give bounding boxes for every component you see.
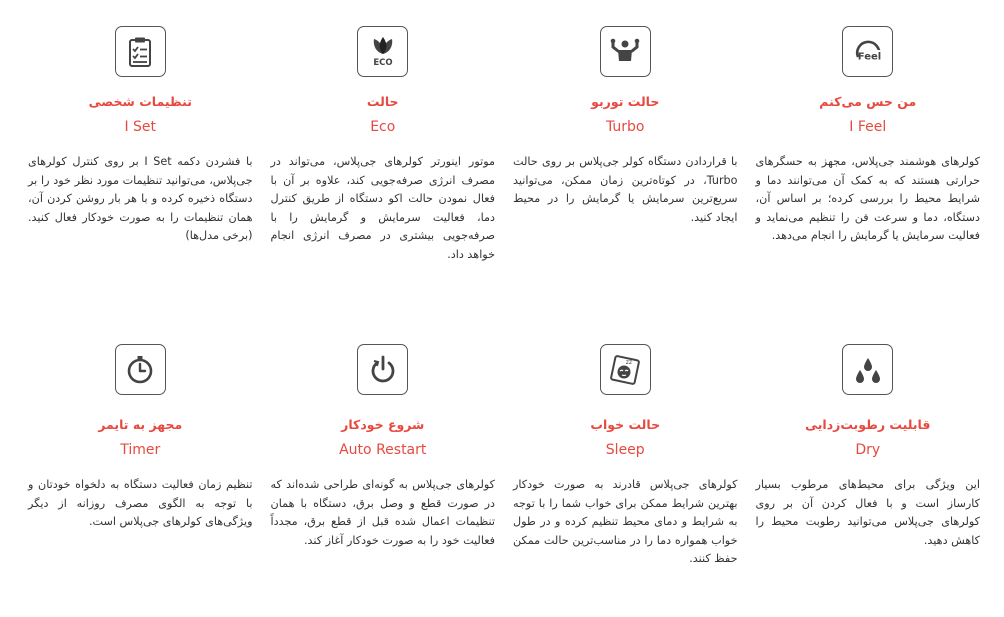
feature-description: با فشردن دکمه I Set بر روی کنترل کولرهای جی‌پلاس، می‌توانید تنظیمات مورد نظر خود را بر دستگاه ذخیره کرده و با هر بار روشن کردن آن، همان تنظیمات را به صورت خودکار فعال کنید. (برخی مدل‌ها) — [28, 155, 253, 242]
feature-title-en: Turbo — [605, 119, 645, 135]
feature-description: کولرهای جی‌پلاس قادرند به صورت خودکار بهترین شرایط ممکن برای خواب شما را با توجه به شرایط و دمای محیط تنظیم کرده و در طول خواب همواره دما را در مناسب‌ترین حالت ممکن حفظ کنند. — [513, 478, 738, 565]
feature-card-sleep — [503, 318, 746, 617]
feature-description: موتور اینورتر کولرهای جی‌پلاس، می‌تواند در مصرف انرژی صرفه‌جویی کند، علاوه بر آن با فعال نمودن حالت اکو دستگاه از طریق کنترل دما، فعالیت سرمایش و گرمایش را با صرفه‌جویی بیشتری در مصرف انرژی انجام خواهد داد. — [270, 155, 495, 261]
turbo-icon — [600, 26, 651, 77]
feature-title-fa: مجهز به تایمر — [98, 417, 183, 432]
feature-title-fa: حالت توربو — [591, 94, 660, 109]
svg-text:Feel: Feel — [857, 51, 881, 62]
water-drops-icon — [842, 344, 893, 395]
feature-description: کولرهای جی‌پلاس به گونه‌ای طراحی شده‌اند که در صورت قطع و وصل برق، دستگاه با همان تنظیمات اعمال شده قبل از قطع برق، مجدداً فعالیت خود را به صورت خودکار آغاز کند. — [270, 478, 495, 547]
feature-title-en: Sleep — [605, 442, 645, 458]
feature-title-en: Dry — [855, 442, 881, 458]
feature-title-fa: تنظیمات شخصی — [88, 94, 192, 109]
sleep-icon — [600, 344, 651, 395]
feature-description: کولرهای هوشمند جی‌پلاس، مجهز به حسگرهای حرارتی هستند که به کمک آن می‌توانند دما و شرایط محیط را بررسی کرده؛ بر اساس آن، دستگاه، دما و سرعت فن را تنظیم می‌نماید و فعالیت سرمایش یا گرمایش را انجام می‌دهد. — [755, 155, 980, 242]
feature-card-auto-restart — [261, 318, 504, 617]
feature-description: این ویژگی برای محیط‌های مرطوب بسیار کارساز است و با فعال کردن آن بر روی کولرهای جی‌پلاس می‌توانید رطوبت محیط را کاهش دهید. — [755, 478, 980, 547]
feature-title-en: Timer — [120, 442, 161, 458]
feature-card-turbo — [503, 0, 746, 318]
feature-card-i-feel — [746, 0, 989, 318]
svg-text:zz: zz — [625, 358, 633, 366]
eco-icon — [357, 26, 408, 77]
feature-card-eco — [261, 0, 504, 318]
feature-title-en: Eco — [370, 119, 396, 135]
clipboard-checklist-icon — [115, 26, 166, 77]
feature-title-fa: حالت خواب — [590, 417, 661, 432]
feature-title-fa: حالت — [366, 94, 399, 109]
auto-restart-icon — [357, 344, 408, 395]
feel-icon — [842, 26, 893, 77]
feature-title-en: I Feel — [849, 119, 887, 135]
feature-title-fa: قابلیت رطوبت‌زدایی — [805, 417, 931, 432]
features-grid — [18, 0, 988, 617]
svg-text:ECO: ECO — [373, 57, 393, 68]
feature-title-en: I Set — [124, 119, 157, 135]
feature-card-i-set — [18, 0, 261, 318]
feature-card-timer — [18, 318, 261, 617]
feature-title-fa: شروع خودکار — [341, 417, 425, 432]
feature-title-en: Auto Restart — [339, 442, 427, 458]
feature-card-dry — [746, 318, 989, 617]
timer-icon — [115, 344, 166, 395]
feature-description: تنظیم زمان فعالیت دستگاه به دلخواه خودتان و با توجه به الگوی مصرف روزانه از دیگر ویژگی‌های کولرهای جی‌پلاس است. — [28, 478, 253, 528]
feature-title-fa: من حس می‌کنم — [819, 94, 917, 109]
feature-description: با قراردادن دستگاه کولر جی‌پلاس بر روی حالت Turbo، در کوتاه‌ترین زمان ممکن، می‌توانید سریع‌ترین سرمایش یا گرمایش را در محیط ایجاد کنید. — [513, 155, 738, 224]
